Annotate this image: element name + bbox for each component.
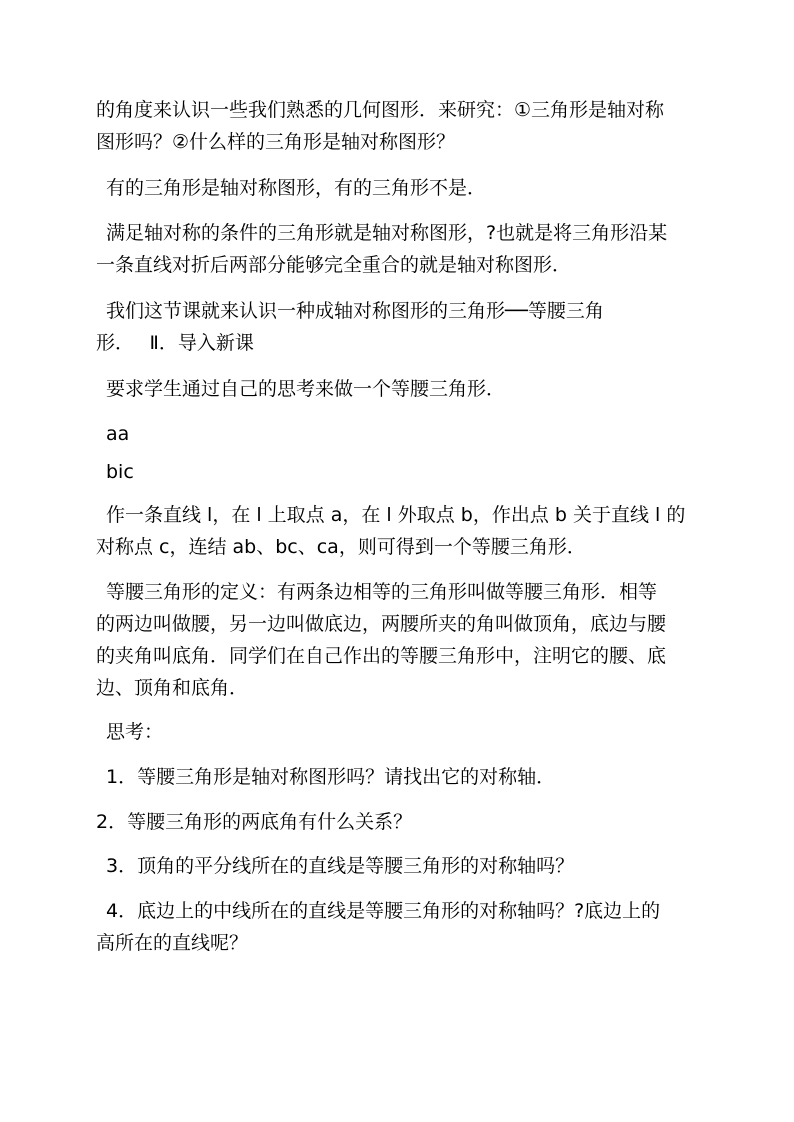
paragraph-line: 的两边叫做腰，另一边叫做底边，两腰所夹的角叫做顶角，底边与腰 — [96, 613, 667, 635]
list-item: 4．底边上的中线所在的直线是等腰三角形的对称轴吗？?底边上的 — [106, 900, 661, 922]
figure-label-line: bic — [106, 461, 134, 483]
paragraph-line: 要求学生通过自己的思考来做一个等腰三角形． — [106, 378, 506, 400]
paragraph-line: 边、顶角和底角． — [96, 677, 249, 699]
paragraph-line: 的角度来认识一些我们熟悉的几何图形．来研究：①三角形是轴对称 — [96, 99, 665, 121]
section-heading-line: 形． Ⅱ．导入新课 — [96, 332, 254, 354]
paragraph-line: 的夹角叫底角．同学们在自己作出的等腰三角形中，注明它的腰、底 — [96, 645, 667, 667]
paragraph-line: 有的三角形是轴对称图形，有的三角形不是． — [106, 177, 487, 199]
paragraph-line: 我们这节课就来认识一种成轴对称图形的三角形──等腰三角 — [106, 300, 604, 322]
paragraph-line: 思考： — [106, 721, 164, 743]
list-item: 高所在的直线呢？ — [96, 932, 249, 954]
paragraph-line: 作一条直线 l，在 l 上取点 a，在 l 外取点 b，作出点 b 关于直线 l 的 — [106, 504, 686, 526]
list-item: 1．等腰三角形是轴对称图形吗？请找出它的对称轴． — [106, 766, 556, 788]
paragraph-line: 图形吗？②什么样的三角形是轴对称图形？ — [96, 131, 456, 153]
list-item: 2．等腰三角形的两底角有什么关系？ — [96, 811, 413, 833]
paragraph-line: 等腰三角形的定义：有两条边相等的三角形叫做等腰三角形．相等 — [106, 581, 658, 603]
figure-label-line: aa — [106, 423, 130, 445]
paragraph-line: 对称点 c，连结 ab、bc、ca，则可得到一个等腰三角形． — [96, 536, 586, 558]
paragraph-line: 一条直线对折后两部分能够完全重合的就是轴对称图形． — [96, 254, 572, 276]
paragraph-line: 满足轴对称的条件的三角形就是轴对称图形，?也就是将三角形沿某 — [106, 222, 668, 244]
list-item: 3．顶角的平分线所在的直线是等腰三角形的对称轴吗？ — [106, 855, 575, 877]
